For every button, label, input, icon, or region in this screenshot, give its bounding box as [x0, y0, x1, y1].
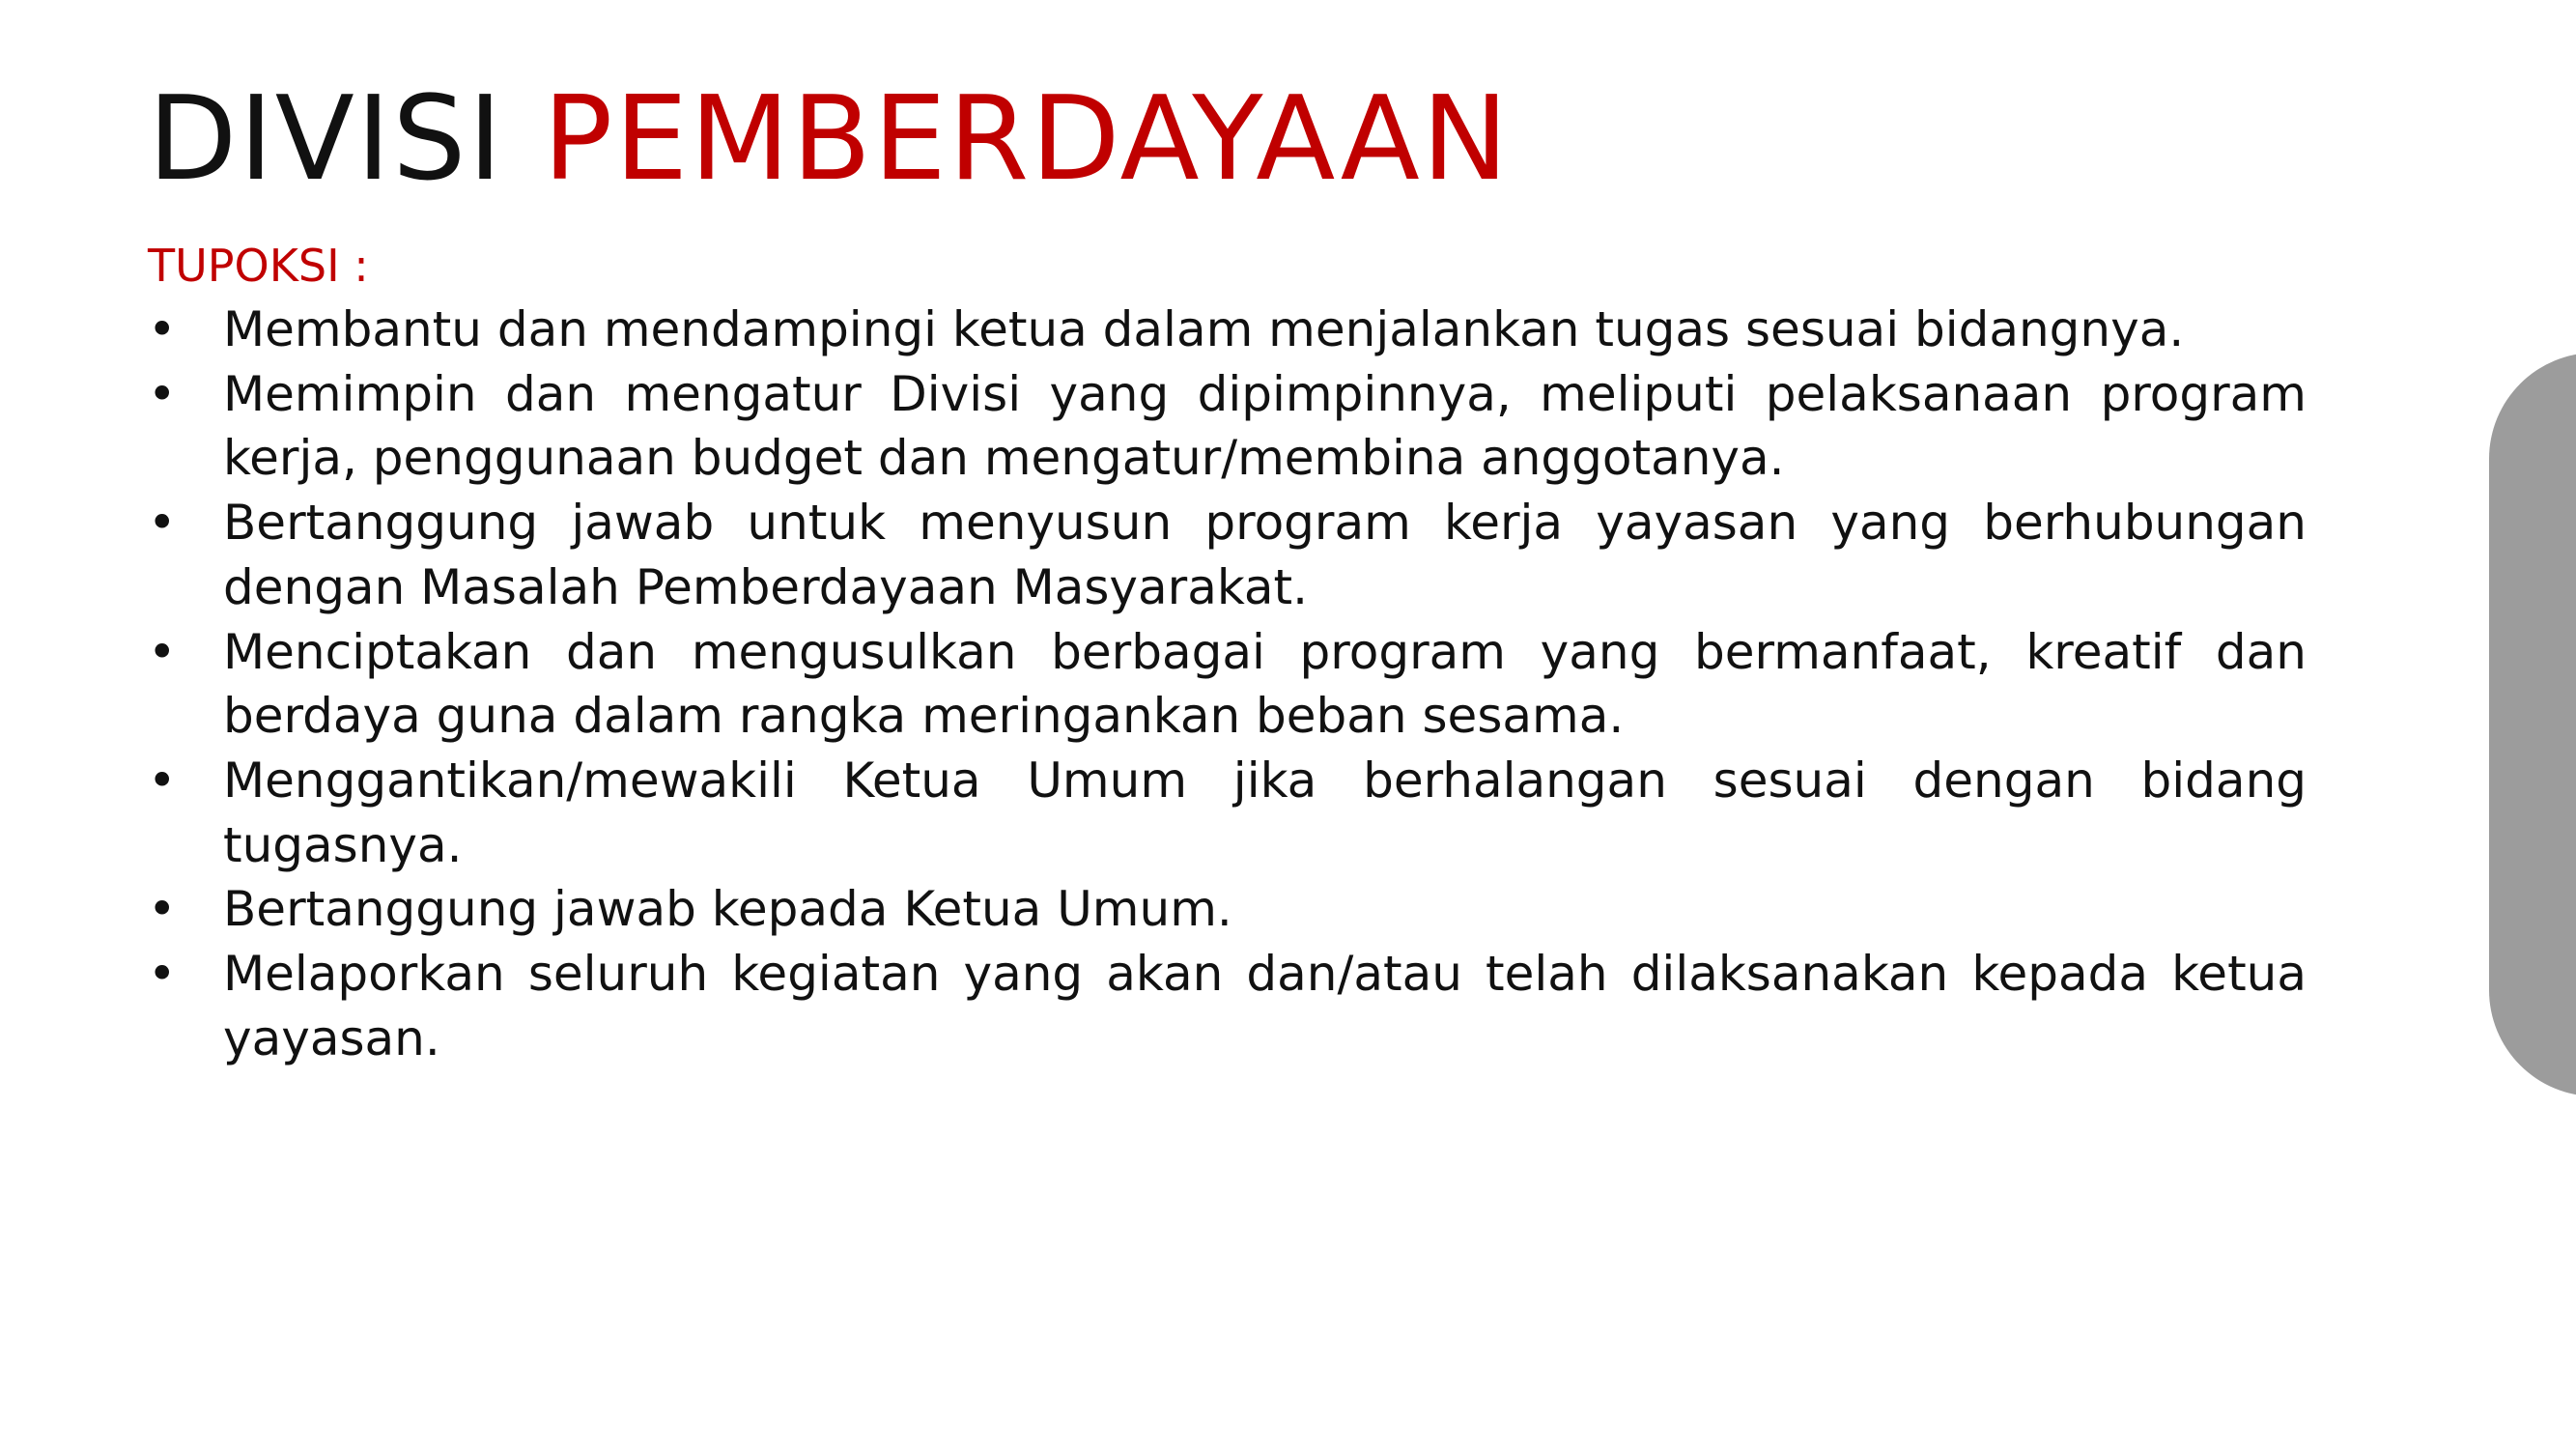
list-item: [148, 491, 2307, 619]
list-item: [148, 362, 2307, 491]
bullet-icon: •: [148, 881, 177, 938]
list-item: [148, 942, 2307, 1070]
title-part-black: DIVISI: [148, 72, 504, 207]
duty-text: Menciptakan dan mengusulkan berbagai program yang bermanfaat, kreatif dan berdaya guna dalam rangka meringankan beban sesama.: [223, 623, 2307, 745]
bullet-icon: •: [148, 495, 177, 552]
list-item: [148, 298, 2307, 362]
bullet-icon: •: [148, 365, 177, 422]
bullet-icon: •: [148, 752, 177, 809]
duty-text: Bertanggung jawab kepada Ketua Umum.: [223, 881, 1232, 938]
duty-text: Bertanggung jawab untuk menyusun program kerja yayasan yang berhubungan dengan Masalah Pemberdayaan Masyarakat.: [223, 495, 2307, 615]
list-item: [148, 877, 2307, 942]
duty-text: Menggantikan/mewakili Ketua Umum jika berhalangan sesuai dengan bidang tugasnya.: [223, 752, 2307, 873]
bullet-icon: •: [148, 623, 177, 680]
duty-text: Membantu dan mendampingi ketua dalam menjalankan tugas sesuai bidangnya.: [223, 301, 2185, 357]
section-subtitle: TUPOKSI :: [148, 240, 369, 292]
list-item: [148, 749, 2307, 877]
list-item: [148, 620, 2307, 749]
duty-text: Memimpin dan mengatur Divisi yang dipimpinnya, meliputi pelaksanaan program kerja, penggunaan budget dan mengatur/membina anggotanya.: [223, 365, 2307, 487]
bullet-icon: •: [148, 946, 177, 1003]
duty-text: Melaporkan seluruh kegiatan yang akan dan/atau telah dilaksanakan kepada ketua yayasan.: [223, 946, 2307, 1066]
title-part-red: PEMBERDAYAAN: [543, 72, 1511, 207]
page-title: [148, 72, 1511, 208]
bullet-icon: •: [148, 301, 177, 357]
duty-list: [148, 298, 2307, 1070]
side-tab-decoration: [2489, 353, 2576, 1096]
